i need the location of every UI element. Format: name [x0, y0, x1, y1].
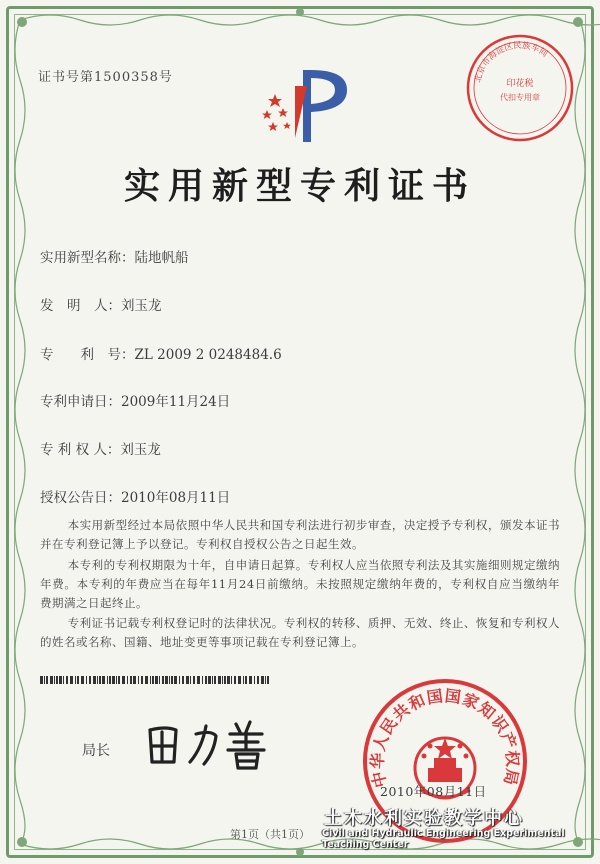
barcode-bar — [77, 676, 79, 684]
barcode-bar — [89, 676, 91, 684]
svg-text:北京市海淀区民族车间: 北京市海淀区民族车间 — [473, 40, 550, 84]
grant-date: 2010年08月11日 — [380, 784, 487, 799]
barcode-bar — [265, 676, 266, 684]
barcode-bar — [116, 676, 117, 684]
body-paragraph-1: 本实用新型经过本局依照中华人民共和国专利法进行初步审查，决定授予专利权，颁发本证书并在专利登记簿上予以登记。专利权自授权公告之日起生效。 — [40, 518, 560, 551]
patent-number-field — [40, 343, 282, 363]
barcode-bar — [122, 676, 125, 684]
patent-holder-label: 专 利 权 人： — [40, 442, 121, 458]
barcode-bar — [130, 676, 132, 684]
barcode-bar — [86, 676, 87, 684]
barcode-bar — [205, 676, 207, 684]
filing-date-label: 专利申请日： — [40, 394, 121, 410]
barcode-bar — [107, 676, 108, 684]
sipo-logo-icon — [255, 62, 355, 144]
barcode-bar — [197, 676, 200, 684]
barcode-bar — [46, 676, 48, 684]
barcode-bar — [138, 676, 139, 684]
barcode-bar — [152, 676, 154, 684]
barcode-bar — [93, 676, 96, 684]
barcode-bar — [243, 676, 244, 684]
utility-model-name-field — [40, 246, 189, 266]
barcode-bar — [212, 676, 213, 684]
barcode-bar — [249, 676, 252, 684]
barcode-bar — [267, 676, 269, 684]
barcode-bar — [261, 676, 264, 684]
certificate-number: 证书号第1500358号 — [38, 70, 173, 85]
patent-holder-field — [40, 438, 161, 458]
svg-text:印花税: 印花税 — [506, 79, 534, 89]
barcode-bar — [81, 676, 84, 684]
barcode-bar — [141, 676, 143, 684]
barcode-bar — [44, 676, 45, 684]
barcode-bar — [56, 676, 58, 684]
watermark-chinese: 土木水利实验教学中心 — [324, 808, 524, 829]
barcode-bar — [193, 676, 195, 684]
tax-stamp-seal — [464, 32, 576, 144]
barcode-bar — [208, 676, 211, 684]
barcode-bar — [127, 676, 128, 684]
body-paragraph-2: 本专利的专利权期限为十年，自申请日起算。专利权人应当依照专利法及其实施细则规定缴纳年费。本专利的年费应当在每年11月24日前缴纳。未按照规定缴纳年费的，专利权自应当缴纳年费期满之日起终止。 — [40, 558, 560, 610]
barcode-bar — [66, 676, 68, 684]
barcode-bar — [118, 676, 120, 684]
utility-model-name-value: 陆地帆船 — [134, 250, 189, 266]
barcode-bar — [227, 676, 230, 684]
announcement-date-field — [40, 486, 230, 506]
barcode-bar — [222, 676, 223, 684]
barcode-bar — [257, 676, 259, 684]
inventor-value: 刘玉龙 — [121, 298, 162, 314]
barcode-bar — [40, 676, 43, 684]
barcode — [40, 676, 270, 684]
barcode-bar — [165, 676, 168, 684]
barcode-bar — [109, 676, 111, 684]
certificate-title: 实用新型专利证书 — [123, 165, 476, 207]
barcode-bar — [231, 676, 232, 684]
barcode-bar — [179, 676, 180, 684]
filing-date-field — [40, 390, 230, 410]
barcode-bar — [70, 676, 73, 684]
barcode-bar — [75, 676, 76, 684]
patent-number-label: 专 利 号： — [40, 347, 135, 363]
barcode-bar — [174, 676, 177, 684]
page-indicator: 第1页（共1页） — [230, 828, 310, 841]
filing-date-value: 2009年11月24日 — [121, 394, 231, 410]
barcode-bar — [63, 676, 64, 684]
barcode-bar — [171, 676, 173, 684]
body-paragraph-3: 专利证书记载专利权登记时的法律状况。专利权的转移、质押、无效、终止、恢复和专利权人的姓名或名称、国籍、地址变更等事项记载在专利登记簿上。 — [40, 616, 560, 649]
barcode-bar — [150, 676, 151, 684]
patent-number-value: ZL 2009 2 0248484.6 — [134, 347, 282, 363]
barcode-bar — [182, 676, 184, 684]
inventor-field — [40, 294, 162, 314]
barcode-bar — [155, 676, 158, 684]
barcode-bar — [190, 676, 191, 684]
barcode-bar — [162, 676, 164, 684]
inventor-label: 发 明 人： — [40, 298, 121, 314]
patent-holder-value: 刘玉龙 — [120, 442, 161, 458]
barcode-bar — [186, 676, 189, 684]
barcode-bar — [224, 676, 226, 684]
barcode-bar — [245, 676, 247, 684]
barcode-bar — [97, 676, 98, 684]
barcode-bar — [159, 676, 160, 684]
barcode-bar — [145, 676, 148, 684]
watermark-english: Civil and Hydraulic Engineering Experimental Teaching Center — [322, 828, 565, 850]
barcode-bar — [169, 676, 170, 684]
announcement-date-value: 2010年08月11日 — [121, 490, 231, 506]
announcement-date-label: 授权公告日： — [40, 490, 121, 506]
utility-model-name-label: 实用新型名称： — [40, 250, 135, 266]
barcode-bar — [234, 676, 236, 684]
svg-text:中华人民共和国国家知识产权局: 中华人民共和国国家知识产权局 — [367, 686, 523, 790]
barcode-bar — [112, 676, 115, 684]
director-label: 局长 — [82, 743, 110, 759]
svg-text:代扣专用章: 代扣专用章 — [500, 93, 540, 102]
barcode-bar — [202, 676, 203, 684]
barcode-bar — [99, 676, 101, 684]
barcode-bar — [59, 676, 62, 684]
barcode-bar — [50, 676, 53, 684]
barcode-bar — [54, 676, 55, 684]
barcode-bar — [254, 676, 255, 684]
barcode-bar — [218, 676, 221, 684]
barcode-bar — [214, 676, 216, 684]
barcode-bar — [102, 676, 105, 684]
director-signature — [140, 712, 280, 772]
barcode-bar — [133, 676, 136, 684]
barcode-bar — [238, 676, 241, 684]
